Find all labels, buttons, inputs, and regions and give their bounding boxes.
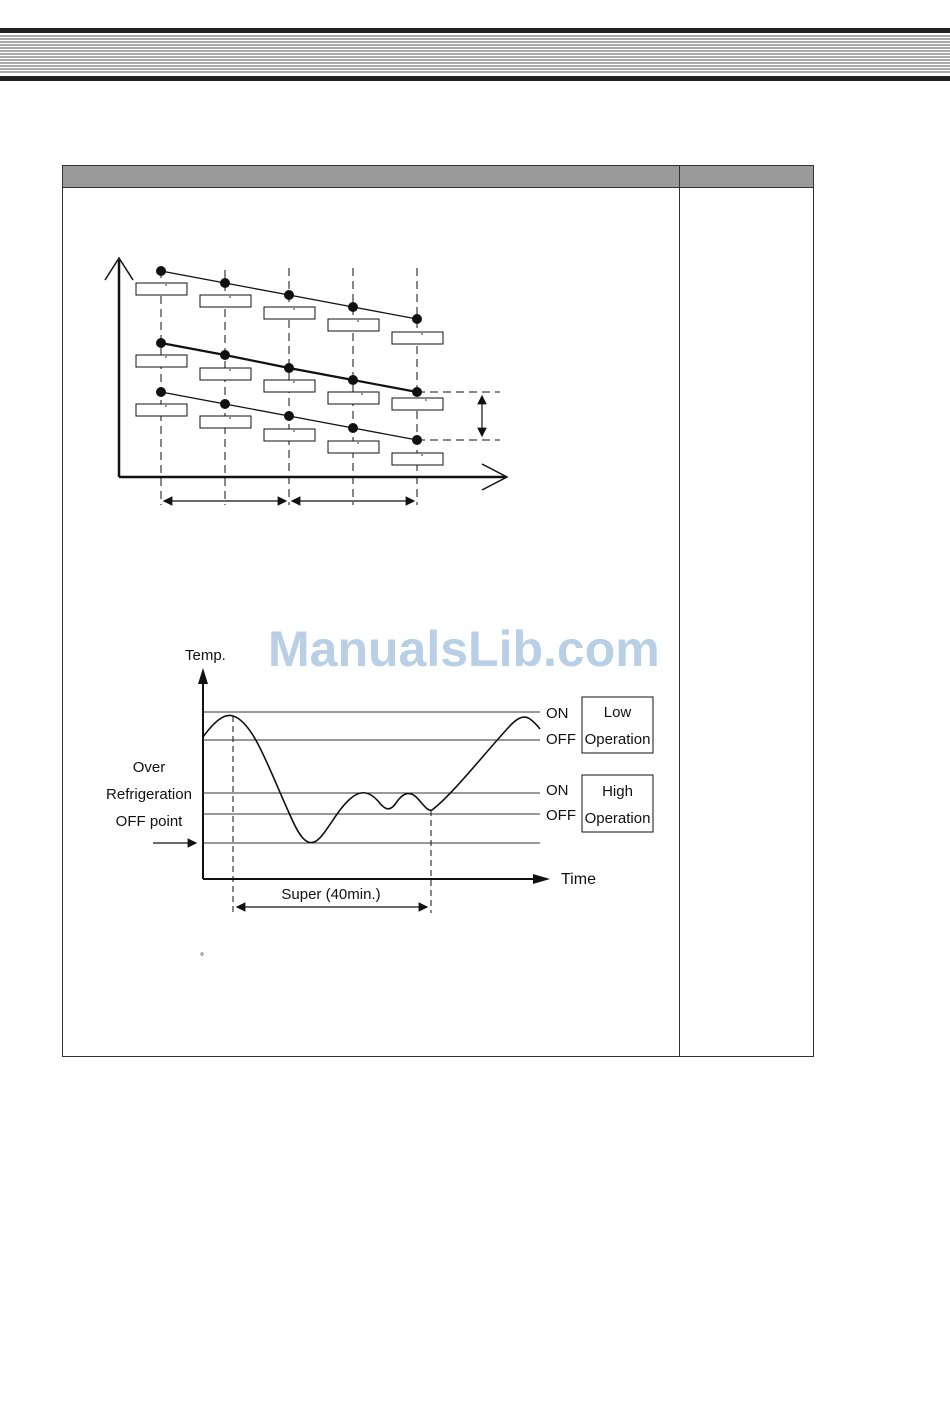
graph1-label-box	[392, 398, 443, 410]
graph1-label-degree: °	[356, 442, 360, 449]
graph1-dot	[156, 266, 166, 276]
graph2-x-axis-arrowhead	[533, 874, 550, 884]
graph1-dot	[412, 314, 422, 324]
graph2-high-on-label: ON	[546, 782, 569, 799]
graph1-label-degree: °	[292, 308, 296, 315]
graph2-high-off-label: OFF	[546, 807, 576, 824]
graph2-super-label: Super (40min.)	[281, 886, 381, 903]
graph1-dot	[348, 302, 358, 312]
graph1-label-box	[200, 368, 251, 380]
graph1	[105, 258, 507, 505]
graph1-label-box	[392, 453, 443, 465]
graph1-dot	[284, 363, 294, 373]
graph1-label-box	[200, 295, 251, 307]
graph1-label-degree: °	[356, 320, 360, 327]
graph1-label-degree: °	[228, 369, 232, 376]
graph1-label-degree: °	[228, 296, 232, 303]
graph1-dot	[156, 338, 166, 348]
graph1-label-degree: °	[164, 356, 168, 363]
graph1-label-box	[264, 380, 315, 392]
graph1-dot	[220, 399, 230, 409]
graph1-dot	[220, 278, 230, 288]
graph1-label-degree: °	[228, 417, 232, 424]
graph2-y-axis-arrowhead	[198, 668, 208, 684]
graph1-dot	[348, 423, 358, 433]
graph1-label-box	[200, 416, 251, 428]
graph1-label-box	[392, 332, 443, 344]
graph2-low-operation-line2: Operation	[584, 731, 651, 748]
note-degree-mark: °	[200, 952, 204, 963]
graph2-low-on-label: ON	[546, 705, 569, 722]
graph1-label-box	[264, 307, 315, 319]
graph2-over-label-line2: Refrigeration	[106, 786, 192, 803]
graph1-label-degree: °	[424, 399, 428, 406]
graph1-label-box	[328, 392, 379, 404]
watermark-text: ManualsLib.com	[268, 621, 660, 677]
graph1-dot	[348, 375, 358, 385]
graph2	[106, 647, 653, 963]
graph1-dot	[284, 411, 294, 421]
graph1-label-box	[136, 355, 187, 367]
graph1-label-degree: °	[420, 333, 424, 340]
graph1-label-box	[136, 404, 187, 416]
graph1-dot	[156, 387, 166, 397]
graph1-label-degree: °	[164, 284, 168, 291]
graph2-low-operation-line1: Low	[603, 704, 632, 721]
graph2-y-axis-label: Temp.	[185, 647, 226, 664]
graph1-label-degree: °	[420, 454, 424, 461]
graph1-dot	[220, 350, 230, 360]
graph2-high-operation-line2: Operation	[584, 810, 651, 827]
graph1-label-degree: °	[292, 430, 296, 437]
graph2-low-off-label: OFF	[546, 731, 576, 748]
graph1-label-box	[328, 319, 379, 331]
graph1-dot	[412, 435, 422, 445]
graph1-label-box	[264, 429, 315, 441]
graph1-label-degree: °	[360, 393, 364, 400]
graph2-over-label-line3: OFF point	[115, 813, 183, 830]
graph1-label-box	[136, 283, 187, 295]
graph1-label-degree: °	[164, 405, 168, 412]
graph1-label-box	[328, 441, 379, 453]
graph2-over-label-line1: Over	[132, 759, 166, 776]
graph2-x-axis-label: Time	[561, 871, 596, 888]
graph2-high-operation-line1: High	[602, 783, 633, 800]
graph1-label-degree: °	[292, 381, 296, 388]
graph2-temperature-curve	[203, 715, 540, 842]
graph1-dot	[412, 387, 422, 397]
graph1-dot	[284, 290, 294, 300]
